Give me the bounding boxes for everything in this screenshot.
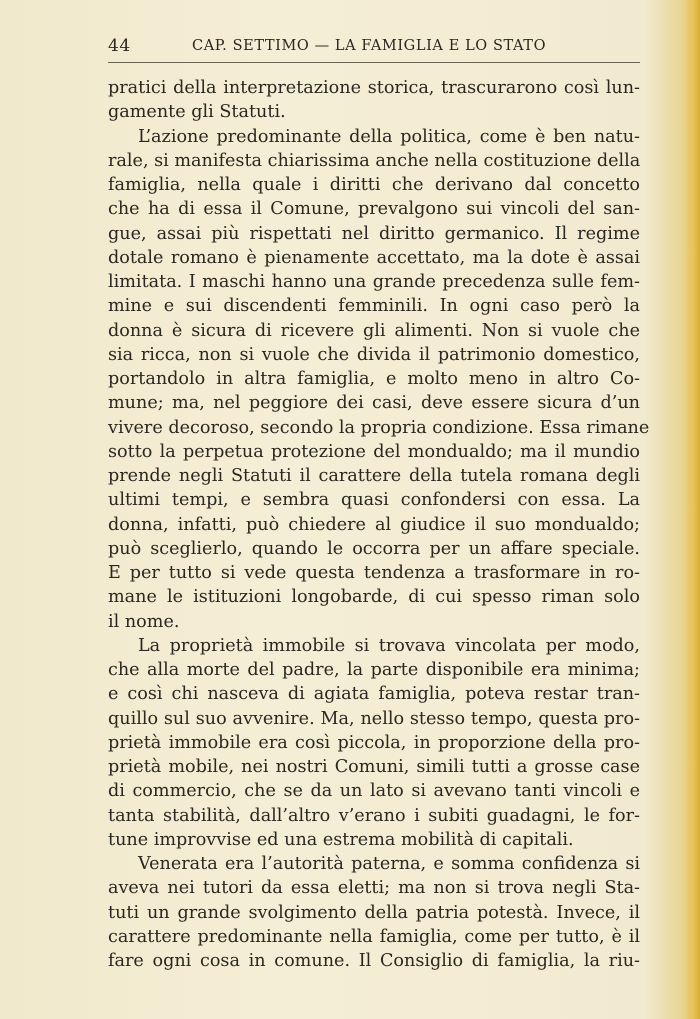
text-line: mane le istituzioni longobarde, di cui spesso riman solo bbox=[108, 587, 640, 608]
text-line: tanta stabilità, dall’altro v’erano i subiti guadagni, le for- bbox=[108, 805, 640, 826]
text-line: sotto la perpetua protezione del mondualdo; ma il mundio bbox=[108, 441, 640, 462]
paragraph-start-line: La proprietà immobile si trovava vincolata per modo, bbox=[138, 635, 640, 656]
text-line: donna, infatti, può chiedere al giudice il suo mondualdo; bbox=[108, 514, 640, 535]
text-line: che alla morte del padre, la parte disponibile era minima; bbox=[108, 660, 640, 680]
running-header bbox=[108, 36, 640, 60]
text-line: prietà mobile, nei nostri Comuni, simili tutti a grosse case bbox=[108, 757, 640, 777]
text-line: mune; ma, nel peggiore dei casi, deve essere sicura d’un bbox=[108, 393, 640, 414]
body-text bbox=[108, 76, 650, 973]
text-line: gamente gli Statuti. bbox=[108, 102, 286, 123]
text-line: carattere predominante nella famiglia, come per tutto, è il bbox=[108, 926, 640, 947]
text-line: portandolo in altra famiglia, e molto meno in altro Co- bbox=[108, 369, 640, 389]
text-line: fare ogni cosa in comune. Il Consiglio di famiglia, la riu- bbox=[108, 951, 640, 971]
text-line: quillo sul suo avvenire. Ma, nello stesso tempo, questa pro- bbox=[108, 708, 640, 729]
text-line: rale, si manifesta chiarissima anche nella costituzione della bbox=[108, 150, 641, 171]
text-line: gue, assai più rispettati nel diritto germanico. Il regime bbox=[108, 223, 640, 244]
page-edge bbox=[684, 0, 700, 1019]
text-line: tuti un grande svolgimento della patria potestà. Invece, il bbox=[108, 902, 640, 923]
text-line: vivere decoroso, secondo la propria condizione. Essa rimane bbox=[108, 417, 650, 438]
text-line: mine e sui discendenti femminili. In ogni caso però la bbox=[108, 296, 640, 317]
header-rule bbox=[108, 62, 640, 63]
text-line: famiglia, nella quale i diritti che derivano dal concetto bbox=[108, 175, 640, 195]
text-line: prende negli Statuti il carattere della tutela romana degli bbox=[108, 466, 640, 486]
text-line: e così chi nasceva di agiata famiglia, poteva restar tran- bbox=[108, 684, 640, 705]
paragraph-start-line: Venerata era l’autorità paterna, e somma confidenza si bbox=[138, 854, 640, 874]
text-line: dotale romano è pienamente accettato, ma la dote è assai bbox=[108, 247, 640, 268]
text-line: che ha di essa il Comune, prevalgono sui vincoli del san- bbox=[108, 199, 640, 220]
text-line: pratici della interpretazione storica, trascurarono così lun- bbox=[108, 78, 640, 98]
text-line: sia ricca, non si vuole che divida il patrimonio domestico, bbox=[108, 344, 640, 365]
page-number: 44 bbox=[108, 36, 131, 56]
text-line: ultimi tempi, e sembra quasi confondersi con essa. La bbox=[108, 490, 640, 511]
text-line: il nome. bbox=[108, 611, 180, 632]
text-line: aveva nei tutori da essa eletti; ma non si trova negli Sta- bbox=[108, 878, 640, 899]
text-line: donna è sicura di ricevere gli alimenti. Non si vuole che bbox=[108, 320, 640, 341]
paragraph-start-line: L’azione predominante della politica, come è ben natu- bbox=[138, 126, 640, 147]
running-title: CAP. SETTIMO — LA FAMIGLIA E LO STATO bbox=[192, 38, 547, 54]
text-line: tune improvvise ed una estrema mobilità di capitali. bbox=[108, 829, 574, 850]
text-line: limitata. I maschi hanno una grande precedenza sulle fem- bbox=[108, 272, 640, 292]
text-line: di commercio, che se da un lato si avevano tanti vincoli e bbox=[108, 781, 640, 802]
text-line: prietà immobile era così piccola, in proporzione della pro- bbox=[108, 732, 640, 753]
text-line: può sceglierlo, quando le occorra per un affare speciale. bbox=[108, 538, 640, 559]
text-line: E per tutto si vede questa tendenza a trasformare in ro- bbox=[108, 563, 640, 583]
